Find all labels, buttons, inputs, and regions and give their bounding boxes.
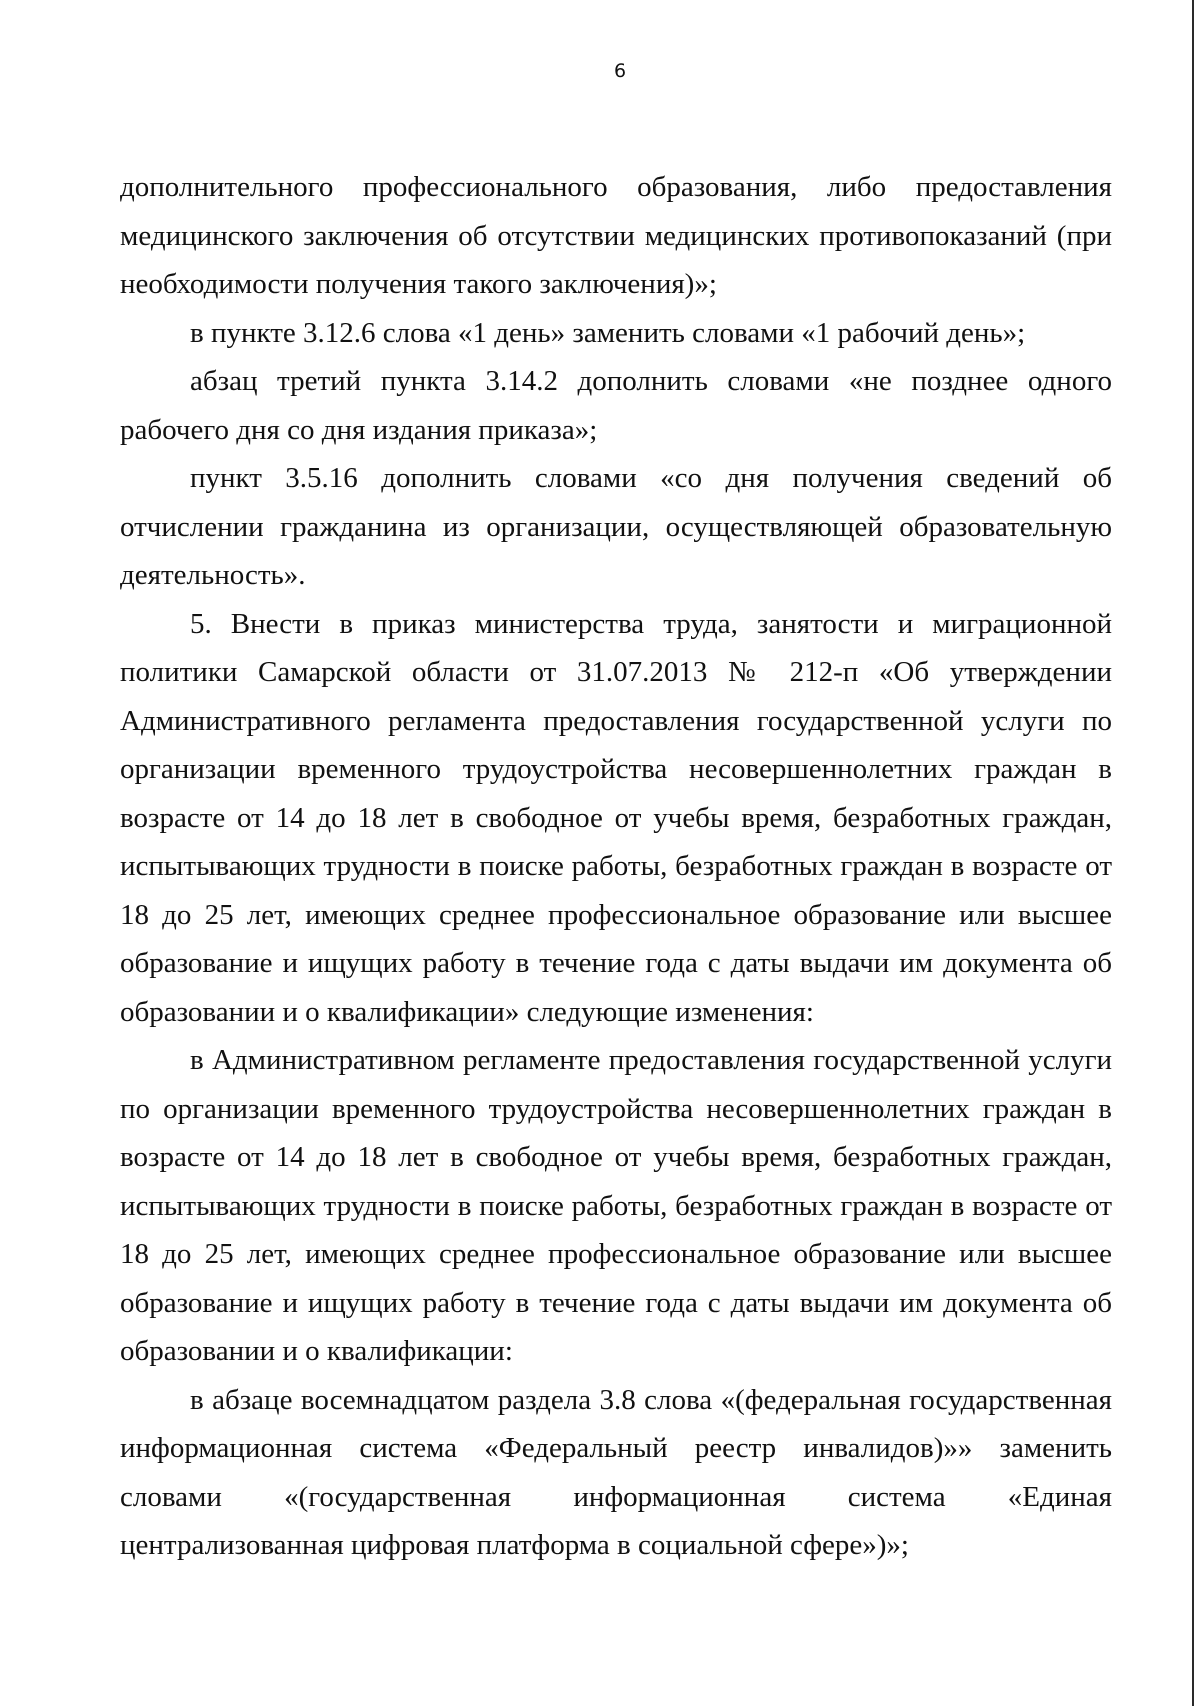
paragraph-section-3-8: в абзаце восемнадцатом раздела 3.8 слова «(федеральная государственная информационная система «Федеральный реестр инвалидов)»» заменить словами «(государственная информационная система «Единая централизованная цифровая платформа в социальной сфере»)»; <box>120 1383 1112 1561</box>
paragraph-3-5-16: пункт 3.5.16 дополнить словами «со дня получения сведений об отчислении гражданина из организации, осуществляющей образовательную деятельность». <box>120 462 1112 591</box>
document-body <box>120 163 1112 1570</box>
paragraph-continuation: дополнительного профессионального образования, либо предоставления медицинского заключения об отсутствии медицинских противопоказаний (при необходимости получения такого заключения)»; <box>120 171 1112 300</box>
paragraph-3-14-2: абзац третий пункта 3.14.2 дополнить словами «не позднее одного рабочего дня со дня издания приказа»; <box>120 365 1112 446</box>
page-number: 6 <box>613 60 627 82</box>
paragraph-3-12-6: в пункте 3.12.6 слова «1 день» заменить словами «1 рабочий день»; <box>190 316 1026 349</box>
scan-edge-line <box>1192 0 1194 1706</box>
paragraph-item-5: 5. Внести в приказ министерства труда, занятости и миграционной политики Самарской области от 31.07.2013 № 212-п «Об утверждении Административного регламента предоставления государственной услуги по организации временного трудоустройства несовершеннолетних граждан в возрасте от 14 до 18 лет в свободное от учебы время, безработных граждан, испытывающих трудности в поиске работы, безработных граждан в возрасте от 18 до 25 лет, имеющих среднее профессиональное образование или высшее образование и ищущих работу в течение года с даты выдачи им документа об образовании и о квалификации» следующие изменения: <box>120 607 1112 1028</box>
paragraph-regulation: в Административном регламенте предоставления государственной услуги по организации временного трудоустройства несовершеннолетних граждан в возрасте от 14 до 18 лет в свободное от учебы время, безработных граждан, испытывающих трудности в поиске работы, безработных граждан в возрасте от 18 до 25 лет, имеющих среднее профессиональное образование или высшее образование и ищущих работу в течение года с даты выдачи им документа об образовании и о квалификации: <box>120 1044 1112 1367</box>
